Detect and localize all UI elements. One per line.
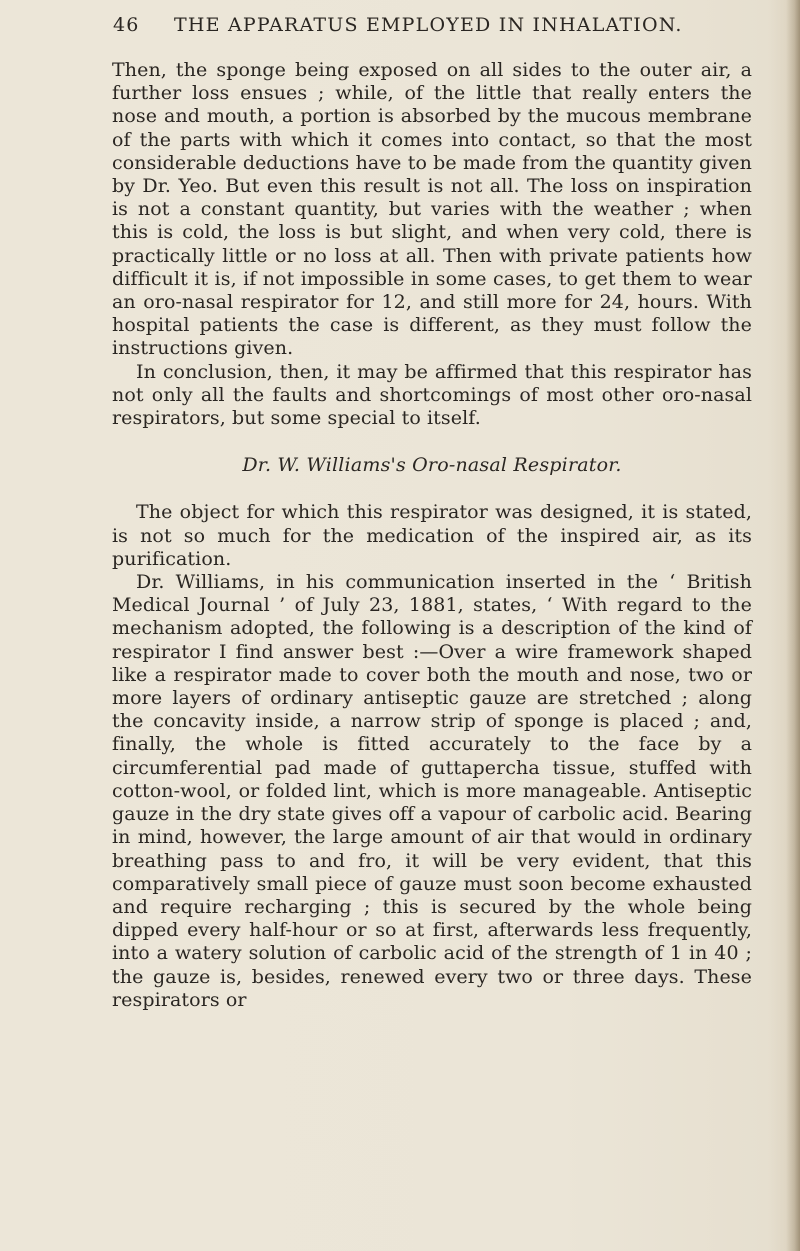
paragraph-williams-description: Dr. Williams, in his communication inserted in the ‘ British Medical Journal ’ of July 23, 1881, states, ‘ With regard to the mechanism adopted, the following is a description of the kind of respirator I find answer best :—Over a wire framework shaped like a respirator made to cover both the mouth and nose, two or more layers of ordinary antiseptic gauze are stretched ; along the concavity inside, a narrow strip of sponge is placed ; and, finally, the whole is fitted accurately to the face by a circumferential pad made of guttapercha tissue, stuffed with cotton-wool, or folded lint, which is more manageable. Antiseptic gauze in the dry state gives off a vapour of carbolic acid. Bearing in mind, however, the large amount of air that would in ordinary breathing pass to and fro, it will be very evident, that this comparatively small piece of gauze must soon become exhausted and require recharging ; this is secured by the whole being dipped every half-hour or so at first, afterwards less frequently, into a watery solution of carbolic acid of the strength of 1 in 40 ; the gauze is, besides, renewed every two or three days. These respirators or — [112, 571, 752, 1011]
page-header — [113, 14, 753, 44]
paragraph-object: The object for which this respirator was designed, it is stated, is not so much for the medication of the inspired air, as its purification. — [112, 501, 752, 570]
paragraph-sponge-loss: Then, the sponge being exposed on all sides to the outer air, a further loss ensues ; while, of the little that really enters the nose and mouth, a portion is absorbed by the mucous membrane of the parts with which it comes into contact, so that the most considerable deductions have to be made from the quantity given by Dr. Yeo. But even this result is not all. The loss on inspiration is not a constant quantity, but varies with the weather ; when this is cold, the loss is but slight, and when very cold, there is practically little or no loss at all. Then with private patients how difficult it is, if not impossible in some cases, to get them to wear an oro-nasal respirator for 12, and still more for 24, hours. With hospital patients the case is different, as they must follow the instructions given. — [112, 59, 752, 360]
running-title: THE APPARATUS EMPLOYED IN INHALATION. — [174, 14, 683, 36]
section-heading: Dr. W. Williams's Oro-nasal Respirator. — [242, 454, 622, 477]
page-gutter-shadow — [786, 0, 800, 1251]
paragraph-conclusion: In conclusion, then, it may be affirmed that this respirator has not only all the faults and shortcomings of most other oro-nasal respirators, but some special to itself. — [112, 360, 752, 430]
page-number: 46 — [113, 14, 140, 36]
body-text — [112, 59, 752, 1012]
